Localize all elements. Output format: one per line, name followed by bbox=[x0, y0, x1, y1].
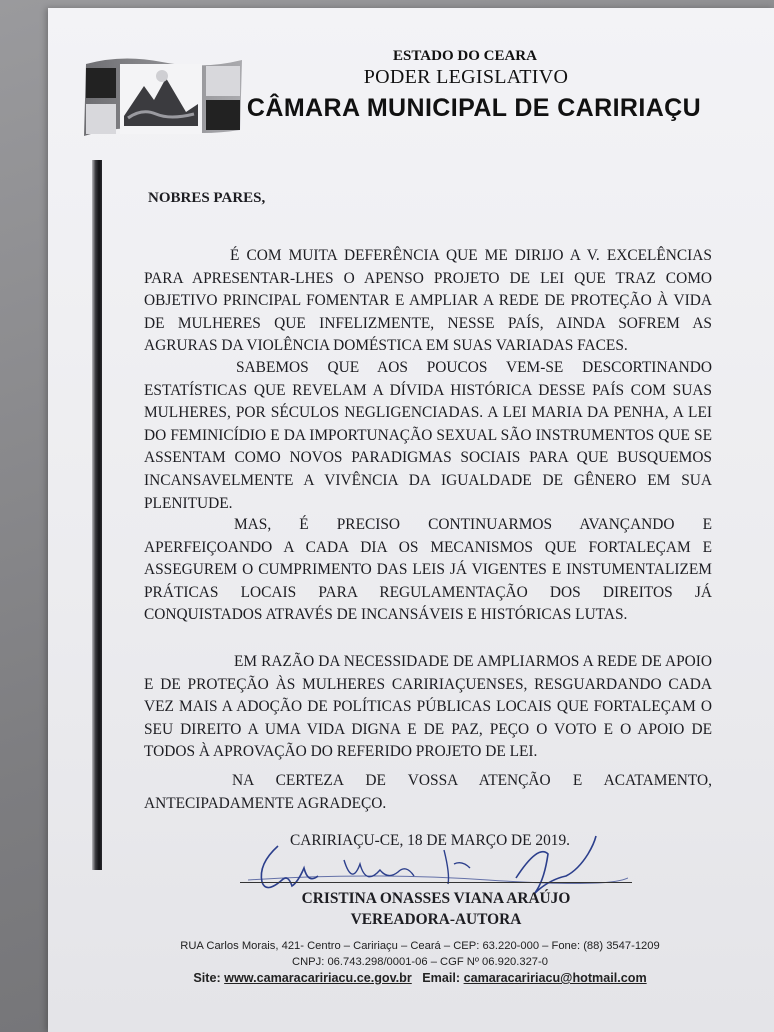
letter-paragraph: SABEMOS QUE AOS POUCOS VEM-SE DESCORTINANDO ESTATÍSTICAS QUE REVELAM A DÍVIDA HISTÓRICA DESSE PAÍS COM SUAS MULHERES, POR SÉCULOS NEGLIGENCIADAS. A LEI MARIA DA PENHA, A LEI DO FEMINICÍDIO E DA IMPORTUNAÇÃO SEXUAL SÃO INSTRUMENTOS QUE SE ASSENTAM COMO NOVOS PARADIGMAS SOCIAIS PARA QUE BUSQUEMOS INCANSAVELMENTE A VIVÊNCIA DA IGUALDADE DE GÊNERO EM SUA PLENITUDE. bbox=[144, 359, 712, 512]
header-state: ESTADO DO CEARA bbox=[393, 48, 537, 64]
footer-contact bbox=[140, 971, 700, 985]
signer-role: VEREADORA-AUTORA bbox=[350, 911, 522, 928]
footer-address: RUA Carlos Morais, 421- Centro – Caririaçu – Ceará – CEP: 63.220-000 – Fone: (88) 3547-1209 bbox=[180, 940, 660, 952]
municipal-flag-icon bbox=[82, 54, 244, 140]
email-link[interactable]: camaracaririacu@hotmail.com bbox=[463, 971, 647, 985]
decorative-vertical-bar bbox=[92, 160, 102, 870]
letter-paragraph: NA CERTEZA DE VOSSA ATENÇÃO E ACATAMENTO, ANTECIPADAMENTE AGRADEÇO. bbox=[144, 772, 712, 812]
signer-name: CRISTINA ONASSES VIANA ARAÚJO bbox=[301, 890, 571, 907]
letter-date: CARIRIAÇU-CE, 18 DE MARÇO DE 2019. bbox=[290, 832, 571, 849]
signature-line bbox=[240, 882, 632, 883]
email-label: Email: bbox=[422, 971, 461, 985]
letter-paragraph: EM RAZÃO DA NECESSIDADE DE AMPLIARMOS A REDE DE APOIO E DE PROTEÇÃO ÀS MULHERES CARIRIAÇUENSES, RESGUARDANDO CADA VEZ MAIS A ADOÇÃO DE POLÍTICAS PÚBLICAS LOCAIS QUE FORTALEÇAM O SEU DIREITO A UMA VIDA DIGNA E DE PAZ, PEÇO O VOTO E O APOIO DE TODOS À APROVAÇÃO DO REFERIDO PROJETO DE LEI. bbox=[144, 653, 712, 761]
header-chamber-name: CÂMARA MUNICIPAL DE CARIRIAÇU bbox=[246, 94, 702, 122]
header-legislative-power: PODER LEGISLATIVO bbox=[363, 66, 569, 88]
letter-paragraph: É COM MUITA DEFERÊNCIA QUE ME DIRIJO A V. EXCELÊNCIAS PARA APRESENTAR-LHES O APENSO PROJETO DE LEI QUE TRAZ COMO OBJETIVO PRINCIPAL FOMENTAR E AMPLIAR A REDE DE PROTEÇÃO À VIDA DE MULHERES QUE INFELIZMENTE, NESSE PAÍS, AINDA SOFREM AS AGRURAS DA VIOLÊNCIA DOMÉSTICA EM SUAS VARIADAS FACES. bbox=[144, 247, 712, 355]
letter-paragraph: MAS, É PRECISO CONTINUARMOS AVANÇANDO E APERFEIÇOANDO A CADA DIA OS MECANISMOS QUE FORTALEÇAM E ASSEGUREM O CUMPRIMENTO DAS LEIS JÁ VIGENTES E INSTUMENTALIZEM PRÁTICAS LOCAIS PARA REGULAMENTAÇÃO DOS DIREITOS JÁ CONQUISTADOS ATRAVÉS DE INCANSÁVEIS E HISTÓRICAS LUTAS. bbox=[144, 516, 712, 624]
footer-registration-ids: CNPJ: 06.743.298/0001-06 – CGF Nº 06.920.327-0 bbox=[292, 956, 548, 968]
letter-greeting: NOBRES PARES, bbox=[148, 190, 266, 206]
site-link[interactable]: www.camaracaririacu.ce.gov.br bbox=[224, 971, 412, 985]
site-label: Site: bbox=[193, 971, 221, 985]
